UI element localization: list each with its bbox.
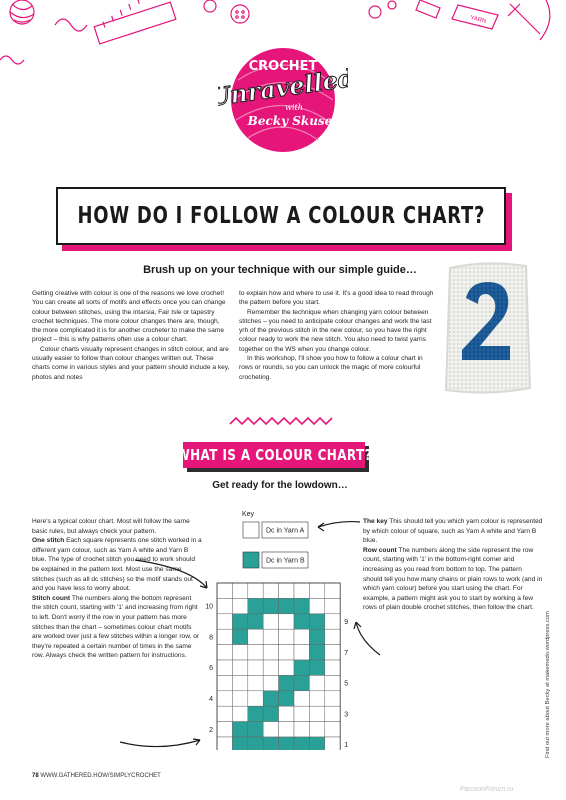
key-swatch — [243, 552, 259, 568]
button-icon-2 — [231, 5, 249, 23]
chart-cell — [217, 737, 232, 750]
chart-cell — [309, 583, 324, 598]
chart-cell — [309, 645, 324, 660]
chart-notes-right — [363, 517, 543, 613]
row-number-left: 4 — [209, 696, 213, 703]
chart-cell — [294, 737, 309, 750]
chart-cell — [325, 583, 340, 598]
logo-crochet: CROCHET — [248, 59, 318, 74]
row-number-right: 5 — [344, 680, 349, 688]
crochet-unravelled-logo — [218, 40, 348, 160]
chart-cell — [309, 614, 324, 629]
chart-cell — [232, 645, 247, 660]
section-title: WHAT IS A COLOUR CHART? — [176, 446, 372, 464]
chart-cell — [232, 691, 247, 706]
chart-cell — [263, 583, 278, 598]
chart-cell — [263, 675, 278, 690]
intro-paragraph: to explain how and where to use it. It's a good idea to read through the pattern before you start. — [239, 290, 434, 307]
chart-cell — [279, 691, 294, 706]
chart-cell — [325, 737, 340, 750]
key-heading: The key — [363, 518, 388, 525]
colour-chart — [196, 508, 366, 750]
row-number-left: 6 — [209, 665, 213, 673]
stitch-count-heading: Stitch count — [32, 594, 71, 602]
intro-paragraph: Colour charts visually represent changes in stitch colour, and are usually easier to follow than colour changes written out. These charts come in various styles and your pattern should include a key, photos and notes — [32, 345, 230, 381]
chart-cell — [263, 598, 278, 613]
logo-with: with — [285, 103, 303, 112]
chart-cell — [294, 629, 309, 644]
chart-cell — [279, 598, 294, 613]
chart-cell — [217, 645, 232, 660]
chart-intro-text: Here's a typical colour chart. Most will follow the same basic rules, but always check your pattern. — [32, 518, 190, 535]
chart-cell — [294, 722, 309, 737]
chart-cell — [263, 691, 278, 706]
zigzag-divider — [228, 415, 338, 427]
chart-cell — [325, 675, 340, 690]
chart-cell — [325, 660, 340, 675]
chart-cell — [248, 629, 263, 644]
chart-cell — [325, 614, 340, 629]
row-number-left: 8 — [209, 634, 213, 642]
row-number-left: 10 — [205, 603, 213, 611]
chart-cell — [217, 598, 232, 613]
section-title-box — [176, 442, 372, 468]
chart-cell — [217, 583, 232, 598]
row-count-text: The numbers along the side represent the row count, starting with '1' in the bottom-right corner and increasing as you read from bottom to top. The pattern should tell you how many chains or plain rows to work (and in which yarn colour) before you start using the chart. For example, a pattern might ask you to start by working a few rows of plain double crochet stitches, then follow the chart. — [363, 546, 543, 612]
chart-cell — [309, 675, 324, 690]
row-number-right: 1 — [344, 742, 349, 750]
chart-cell — [294, 614, 309, 629]
chart-cell — [279, 660, 294, 675]
chart-cell — [232, 706, 247, 721]
intro-paragraph: Getting creative with colour is one of the reasons we love crochet! You can create all sorts of motifs and effects once you can change colour between stitches, using the intarsia, Fair Isle or tapestry crochet techniques. The more colour changes there are, though, the more complicated it is for another crocheter to make the same project – this is why patterns often use a colour chart. — [32, 290, 226, 344]
page-subtitle: Brush up on your technique with our simple guide… — [143, 264, 417, 276]
chart-cell — [309, 737, 324, 750]
chart-cell — [294, 645, 309, 660]
chart-cell — [279, 614, 294, 629]
chart-cell — [263, 645, 278, 660]
chart-cell — [248, 583, 263, 598]
chart-cell — [309, 691, 324, 706]
chart-cell — [279, 722, 294, 737]
chart-cell — [248, 598, 263, 613]
key-text: This should tell you which yarn colour is represented by which colour of square, such as Yarn A white and Yarn B blue. — [363, 518, 543, 545]
logo-becky-skuse: Becky Skuse — [247, 114, 333, 128]
chart-cell — [325, 691, 340, 706]
chart-cell — [309, 660, 324, 675]
chart-cell — [294, 660, 309, 675]
footer-url: WWW.GATHERED.HOW/SIMPLYCROCHET — [40, 773, 161, 779]
chart-cell — [232, 660, 247, 675]
one-stitch-heading: One stitch — [32, 537, 65, 545]
intro-paragraph: In this workshop, I'll show you how to follow a colour chart in rows or rounds, so you can unlock the magic of more colourful crocheting. — [239, 355, 423, 381]
chart-cell — [248, 614, 263, 629]
row-number-right: 9 — [344, 619, 349, 626]
logo-unravelled: Unravelled — [218, 63, 348, 113]
yarn-ball-icon — [10, 0, 34, 24]
key-label: Dc in Yarn B — [266, 557, 305, 565]
intro-column-2 — [239, 289, 435, 382]
chart-cell — [232, 629, 247, 644]
crochet-swatch-photo — [440, 258, 534, 398]
chart-cell — [217, 691, 232, 706]
chart-cell — [217, 629, 232, 644]
chart-cell — [279, 737, 294, 750]
row-number-right: 3 — [344, 711, 349, 719]
row-number-right: 7 — [344, 649, 349, 657]
title-box — [56, 187, 506, 245]
page-footer — [32, 773, 161, 779]
intro-column-1 — [32, 289, 230, 382]
chart-cell — [279, 675, 294, 690]
chart-cell — [294, 675, 309, 690]
chart-cell — [248, 675, 263, 690]
chart-cell — [294, 706, 309, 721]
chart-cell — [279, 706, 294, 721]
chart-cell — [263, 614, 278, 629]
chart-cell — [263, 706, 278, 721]
chart-cell — [248, 722, 263, 737]
chart-cell — [279, 583, 294, 598]
chart-cell — [232, 583, 247, 598]
chart-cell — [232, 675, 247, 690]
chart-cell — [294, 583, 309, 598]
stitch-count-text: The numbers along the bottom represent the stitch count, starting with '1' and increasing from right to left. Don't worry if the row in your pattern has more stitches than the chart – sometimes colour chart motifs are worked over just a few stitches within a longer row, or they're repeated a certain number of times in the same row. Always check the written pattern for instructions. — [32, 594, 200, 660]
section-subtitle: Get ready for the lowdown… — [212, 480, 348, 491]
chart-cell — [279, 629, 294, 644]
chart-cell — [263, 722, 278, 737]
chart-cell — [325, 706, 340, 721]
key-swatch — [243, 522, 259, 538]
watermark: PassionForum.ru — [460, 786, 514, 793]
chart-cell — [263, 660, 278, 675]
chart-cell — [248, 645, 263, 660]
chart-cell — [248, 660, 263, 675]
chart-cell — [217, 706, 232, 721]
chart-cell — [232, 614, 247, 629]
chart-cell — [325, 629, 340, 644]
row-count-heading: Row count — [363, 546, 397, 554]
button-icon — [204, 0, 216, 12]
chart-cell — [248, 706, 263, 721]
yarn-label-text: YARN — [469, 15, 487, 25]
row-number-left: 2 — [209, 726, 213, 734]
chart-cell — [309, 629, 324, 644]
key-title: Key — [242, 511, 255, 518]
crochet-hook-icon — [508, 4, 540, 34]
chart-cell — [263, 737, 278, 750]
sidebar-credit — [536, 588, 551, 758]
chart-cell — [232, 722, 247, 737]
chart-notes-left — [32, 517, 202, 661]
chart-cell — [325, 598, 340, 613]
chart-cell — [309, 706, 324, 721]
chart-cell — [309, 722, 324, 737]
chart-cell — [325, 645, 340, 660]
page-title: HOW DO I FOLLOW A COLOUR CHART? — [77, 203, 485, 229]
chart-cell — [279, 645, 294, 660]
sidebar-credit-text: Find out more about Becky at makemedo.wordpress.com — [545, 611, 551, 758]
tag-icon — [416, 0, 440, 18]
chart-cell — [263, 629, 278, 644]
intro-paragraph: Remember the technique when changing yarn colour between stitches – you need to anticipate colour changes and work the last yrh of the previous stitch in the new colour, so you have the right colour ready to work the new stitch. You also need to twist yarns together on the WS when you change colour. — [239, 308, 432, 353]
one-stitch-text: Each square represents one stitch worked in a different yarn colour, such as Yarn A white and Yarn B blue. The type of crochet stitch you need to work should be explained in the pattern text. Most use the same stitches (such as all dc stitches) so the motif stands out and you have less to worry about. — [32, 537, 202, 593]
chart-cell — [294, 598, 309, 613]
key-label: Dc in Yarn A — [266, 527, 305, 535]
measuring-tape-icon — [94, 2, 176, 44]
chart-cell — [232, 598, 247, 613]
arrow-to-stitch-count — [120, 740, 200, 747]
chart-cell — [248, 737, 263, 750]
chart-cell — [217, 722, 232, 737]
chart-cell — [248, 691, 263, 706]
chart-cell — [217, 660, 232, 675]
chart-cell — [294, 691, 309, 706]
page-number: 78 — [32, 773, 39, 779]
chart-cell — [309, 598, 324, 613]
chart-cell — [217, 675, 232, 690]
chart-cell — [217, 614, 232, 629]
yarn-strand-icon — [55, 19, 87, 31]
chart-cell — [325, 722, 340, 737]
chart-cell — [232, 737, 247, 750]
